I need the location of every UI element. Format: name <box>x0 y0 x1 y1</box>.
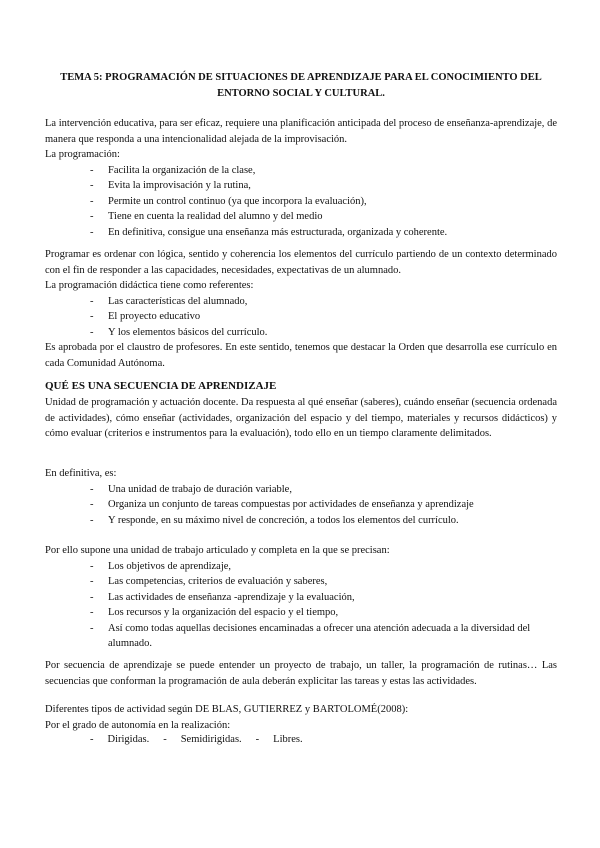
tipo-item: Dirigidas. <box>107 734 150 745</box>
intro-paragraph: La intervención educativa, para ser eficaz, requiere una planificación anticipada del proceso de enseñanza-aprendizaje, de manera que responda a una intencionalidad alejada de la improvisación. <box>45 118 557 145</box>
list-item: - Permite un control continuo (ya que incorpora la evaluación), <box>45 194 557 210</box>
list-item: - En definitiva, consigue una enseñanza más estructurada, organizada y coherente. <box>45 225 557 241</box>
tipo-item: Semidirigidas. <box>180 734 242 745</box>
secuencia-lead: En definitiva, es: <box>45 468 117 479</box>
programar-lead: La programación didáctica tiene como referentes: <box>45 280 254 291</box>
list-item: - Las competencias, criterios de evaluación y saberes, <box>45 574 557 590</box>
secuencia-paragraph: Unidad de programación y actuación docente. Da respuesta al qué enseñar (saberes), cuándo enseñar (secuencia ordenada de actividades), cómo enseñar (actividades, organización del espacio y del tiempo, materiales y recursos didácticos) y cómo evaluar (criterios e instrumentos para la evaluación), todo ello en un tiempo claramente delimitados. <box>45 397 557 439</box>
supone-lead: Por ello supone una unidad de trabajo articulado y completa en la que se precisan: <box>45 545 390 556</box>
intro-lead: La programación: <box>45 149 120 160</box>
document-title: TEMA 5: PROGRAMACIÓN DE SITUACIONES DE APRENDIZAJE PARA EL CONOCIMIENTO DEL ENTORNO SOCIAL Y CULTURAL. <box>60 72 542 99</box>
list-item: - Y los elementos básicos del currículo. <box>45 325 557 341</box>
list-item: - El proyecto educativo <box>45 309 557 325</box>
list-item: - Facilita la organización de la clase, <box>45 163 557 179</box>
section-heading: QUÉ ES UNA SECUENCIA DE APRENDIZAJE <box>45 380 277 392</box>
tipos-section <box>45 702 557 733</box>
intro-list <box>45 163 557 241</box>
tipo-item: Libres. <box>273 734 303 745</box>
list-item: - Las características del alumnado, <box>45 294 557 310</box>
dash-marker: - <box>163 734 167 745</box>
list-item: - Y responde, en su máximo nivel de concreción, a todos los elementos del currículo. <box>45 513 557 529</box>
programar-list <box>45 294 557 341</box>
supone-list <box>45 559 557 652</box>
list-item: - Las actividades de enseñanza -aprendizaje y la evaluación, <box>45 590 557 606</box>
proyecto-paragraph: Por secuencia de aprendizaje se puede entender un proyecto de trabajo, un taller, la programación de rutinas… Las secuencias que conforman la programación de aula deberán explicitar las tareas y estas las actividades. <box>45 660 557 687</box>
list-item: - Una unidad de trabajo de duración variable, <box>45 482 557 498</box>
supone-section <box>45 543 557 652</box>
secuencia-list <box>45 482 557 529</box>
list-item: - Tiene en cuenta la realidad del alumno y del medio <box>45 209 557 225</box>
list-item: - Los recursos y la organización del espacio y el tiempo, <box>45 605 557 621</box>
list-item: - Evita la improvisación y la rutina, <box>45 178 557 194</box>
tipos-line1: Diferentes tipos de actividad según DE BLAS, GUTIERREZ y BARTOLOMÉ(2008): <box>45 704 409 715</box>
list-item: - Organiza un conjunto de tareas compuestas por actividades de enseñanza y aprendizaje <box>45 497 557 513</box>
programar-section <box>45 247 557 371</box>
proyecto-section <box>45 658 557 689</box>
programar-paragraph: Programar es ordenar con lógica, sentido y coherencia los elementos del currículo partiendo de un contexto determinado con el fin de responder a las capacidades, necesidades, expectativas de un alumnado. <box>45 249 557 276</box>
tipos-inline-list <box>90 734 317 745</box>
tipos-line2: Por el grado de autonomía en la realización: <box>45 719 231 731</box>
secuencia-section <box>45 395 557 442</box>
dash-marker: - <box>255 734 260 745</box>
dash-marker: - <box>90 734 94 745</box>
programar-closing: Es aprobada por el claustro de profesores. En este sentido, tenemos que destacar la Orden que desarrolla ese currículo en cada Comunidad Autónoma. <box>45 342 557 369</box>
intro-section <box>45 116 557 240</box>
list-item: - Los objetivos de aprendizaje, <box>45 559 557 575</box>
definitiva-section <box>45 466 557 528</box>
list-item: - Así como todas aquellas decisiones encaminadas a ofrecer una atención adecuada a la diversidad del alumnado. <box>45 621 557 652</box>
